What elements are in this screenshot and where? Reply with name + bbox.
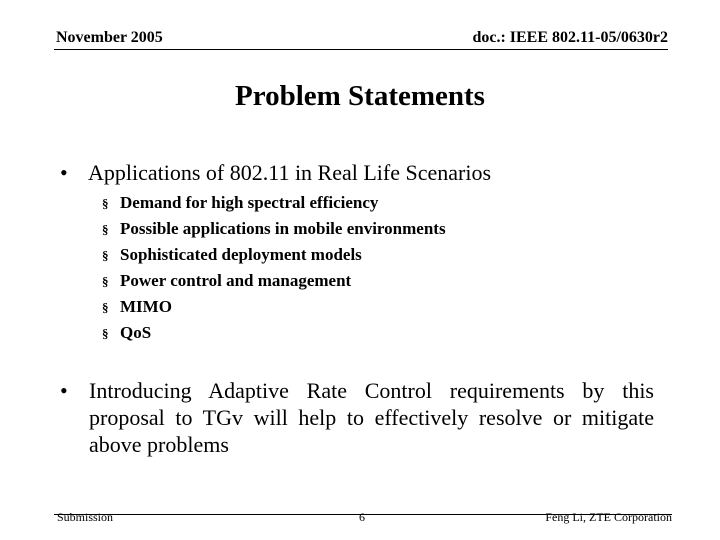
square-bullet-icon: § <box>102 274 109 289</box>
footer-submission: Submission <box>57 510 114 524</box>
footer-page-number: 6 <box>359 510 365 524</box>
sub-bullet-item: § MIMO <box>102 295 446 321</box>
footer-author: Feng Li, ZTE Corporation <box>545 510 672 524</box>
square-bullet-icon: § <box>102 222 109 237</box>
sub-bullet-item: § QoS <box>102 321 446 347</box>
bullet-marker: • <box>60 160 68 185</box>
square-bullet-icon: § <box>102 300 109 315</box>
sub-bullet-item: § Power control and management <box>102 269 446 295</box>
header-date: November 2005 <box>56 29 163 46</box>
sub-bullet-item: § Sophisticated deployment models <box>102 243 446 269</box>
bullet-text: Introducing Adaptive Rate Control requirements by this proposal to TGv will help to effectively resolve or mitigate above problems <box>89 378 654 457</box>
bullet-marker: • <box>60 378 68 403</box>
header-divider <box>54 49 668 50</box>
bullet-adaptive-rate-control <box>60 377 654 458</box>
square-bullet-icon: § <box>102 196 109 211</box>
bullet-text: Applications of 802.11 in Real Life Scenarios <box>88 160 492 185</box>
bullet-applications <box>60 160 491 186</box>
sub-bullet-item: § Possible applications in mobile environments <box>102 217 446 243</box>
square-bullet-icon: § <box>102 326 109 341</box>
slide-title: Problem Statements <box>235 80 485 112</box>
sub-bullet-list <box>102 191 446 347</box>
header-doc-id: doc.: IEEE 802.11-05/0630r2 <box>472 29 668 46</box>
sub-bullet-item: § Demand for high spectral efficiency <box>102 191 446 217</box>
square-bullet-icon: § <box>102 248 109 263</box>
